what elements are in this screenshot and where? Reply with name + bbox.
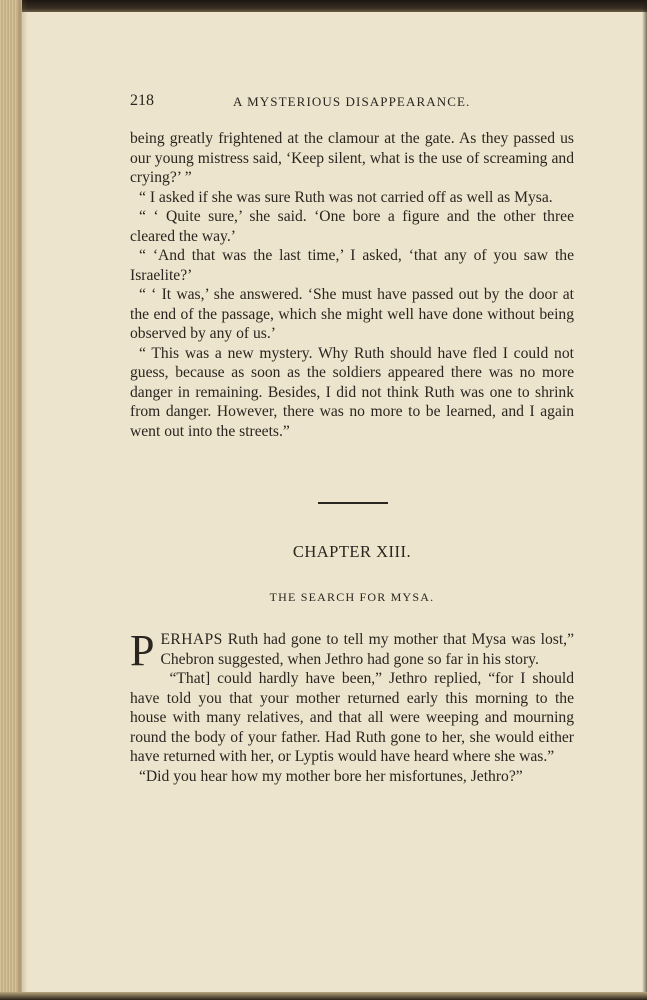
chapter-subtitle: THE SEARCH FOR MYSA.	[269, 590, 435, 604]
running-title: A MYSTERIOUS DISAPPEARANCE.	[233, 94, 471, 109]
right-edge-shadow	[642, 0, 647, 1000]
paragraph: “ ‘ Quite sure,’ she said. ‘One bore a figure and the other three cleared the way.’	[130, 208, 574, 245]
paragraph: being greatly frightened at the clamour at the gate. As they passed us our young mistress said, ‘Keep silent, what is the use of screaming and crying?’ ”	[130, 130, 574, 186]
opening-paragraph	[130, 626, 574, 675]
section-divider	[318, 502, 388, 504]
drop-cap: P	[130, 626, 155, 675]
paragraph: “ ‘And that was the last time,’ I asked, ‘that any of you saw the Israelite?’	[130, 247, 574, 284]
paragraph: “ I asked if she was sure Ruth was not carried off as well as Mysa.	[139, 188, 553, 206]
page-bottom-shadow	[0, 992, 647, 1000]
page-number: 218	[130, 92, 154, 109]
paragraph: “That] could hardly have been,” Jethro replied, “for I should have told you that your mother returned early this morning to the house with many relatives, and that all were weeping and mourning round the body of your father. Had Ruth gone to her, she would either have returned with her, or Lyptis would have heard where she was.”	[130, 670, 574, 765]
paragraph: “Did you hear how my mother bore her misfortunes, Jethro?”	[139, 767, 523, 785]
page-top-shadow	[0, 0, 647, 12]
body-text-chapter	[130, 626, 574, 786]
paragraph: “ This was a new mystery. Why Ruth should have fled I could not guess, because as soon as the soldiers appeared there was no more danger in remaining. Besides, I did not think Ruth was one to shrink from danger. However, there was no more to be learned, and I again went out into the streets.”	[130, 344, 574, 440]
paragraph: “ ‘ It was,’ she answered. ‘She must have passed out by the door at the end of the passage, which she might well have done without being observed by any of us.’	[130, 286, 574, 342]
gutter-shadow	[18, 0, 28, 1000]
opening-word: ERHAPS	[160, 631, 223, 648]
chapter-title: CHAPTER XIII.	[292, 542, 412, 561]
running-header	[130, 92, 574, 112]
body-text-top	[130, 129, 574, 441]
opening-text: Ruth had gone to tell my mother that Mysa was lost,” Chebron suggested, when Jethro had gone so far in his story.	[160, 631, 574, 668]
